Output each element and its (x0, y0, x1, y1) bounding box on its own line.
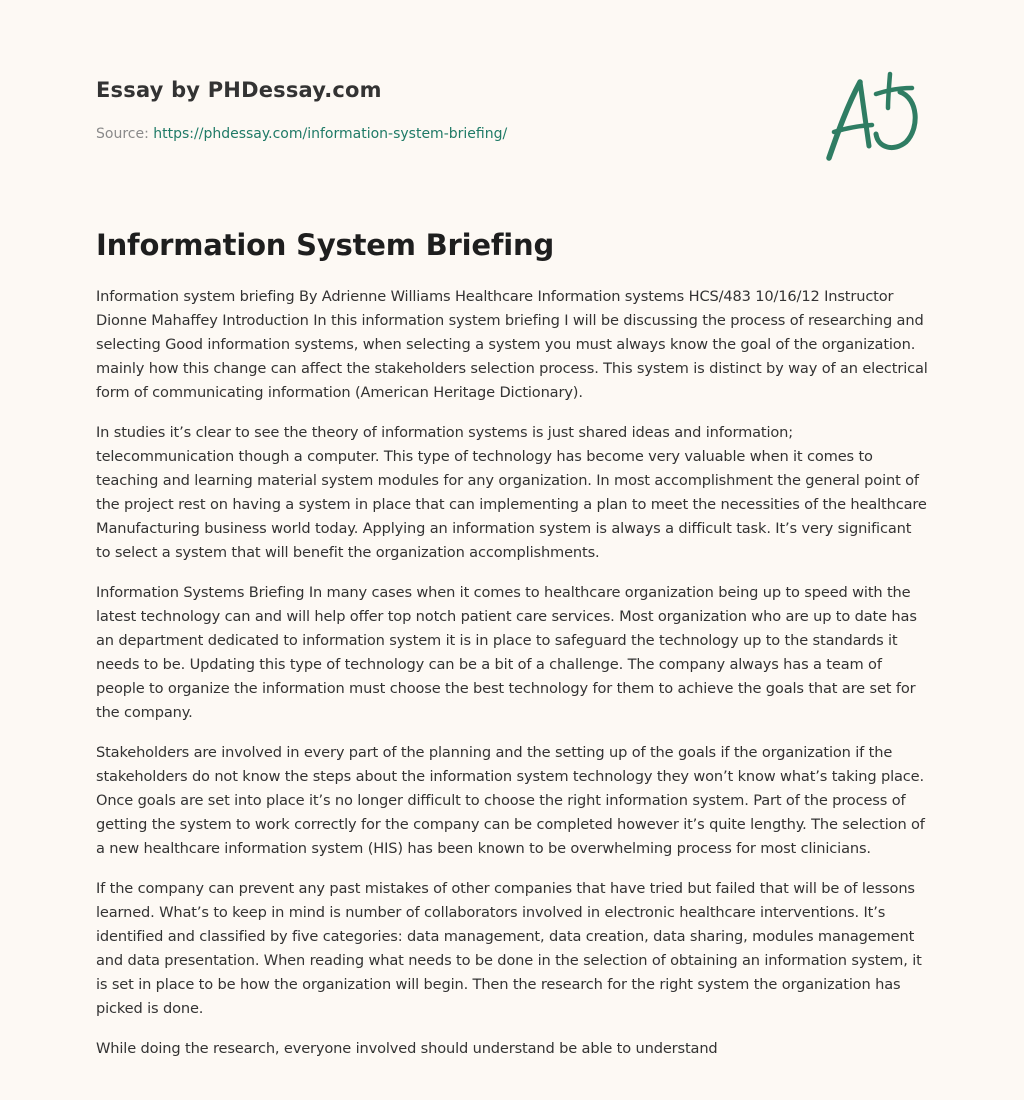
essay-paragraph: Information Systems Briefing In many cases when it comes to healthcare organization being up to speed with the latest technology can and will help offer top notch patient care services. Most organization who are up to date has an department dedicated to information system it is in place to safeguard the technology up to the standards it needs to be. Updating this type of technology can be a bit of a challenge. The company always has a team of people to organize the information must choose the best technology for them to achieve the goals that are set for the company. (96, 584, 917, 721)
essay-paragraph: Information system briefing By Adrienne Williams Healthcare Information systems HCS/483 10/16/12 Instructor Dionne Mahaffey Introduction In this information system briefing I will be discussing the process of researching and selecting Good information systems, when selecting a system you must always know the goal of the organization. mainly how this change can affect the stakeholders selection process. This system is distinct by way of an electrical form of communicating information (American Heritage Dictionary). (96, 288, 928, 401)
source-label: Source: (96, 126, 154, 142)
site-brand: Essay by PHDessay.com (96, 78, 382, 102)
essay-paragraph: Stakeholders are involved in every part of the planning and the setting up of the goals if the organization if the stakeholders do not know the steps about the information system technology they won’t know what’s taking place. Once goals are set into place it’s no longer difficult to choose the right information system. Part of the process of getting the system to work correctly for the company can be completed however it’s quite lengthy. The selection of a new healthcare information system (HIS) has been known to be overwhelming process for most clinicians. (96, 744, 925, 857)
source-link[interactable]: https://phdessay.com/information-system-briefing/ (153, 126, 508, 142)
essay-header (96, 76, 796, 144)
essay-body (96, 285, 928, 1077)
essay-title: Information System Briefing (96, 228, 555, 262)
essay-paragraph: If the company can prevent any past mistakes of other companies that have tried but failed that will be of lessons learned. What’s to keep in mind is number of collaborators involved in electronic healthcare interventions. It’s identified and classified by five categories: data management, data creation, data sharing, modules management and data presentation. When reading what needs to be done in the selection of obtaining an information system, it is set in place to be how the organization will begin. Then the research for the right system the organization has picked is done. (96, 880, 922, 1017)
essay-paragraph: While doing the research, everyone involved should understand be able to understand (96, 1040, 718, 1057)
a-plus-logo-icon (822, 68, 928, 166)
essay-paragraph: In studies it’s clear to see the theory of information systems is just shared ideas and information; telecommunication though a computer. This type of technology has become very valuable when it comes to teaching and learning material system modules for any organization. In most accomplishment the general point of the project rest on having a system in place that can implementing a plan to meet the necessities of the healthcare Manufacturing business world today. Applying an information system is always a difficult task. It’s very significant to select a system that will benefit the organization accomplishments. (96, 424, 927, 561)
source-line (96, 124, 796, 144)
